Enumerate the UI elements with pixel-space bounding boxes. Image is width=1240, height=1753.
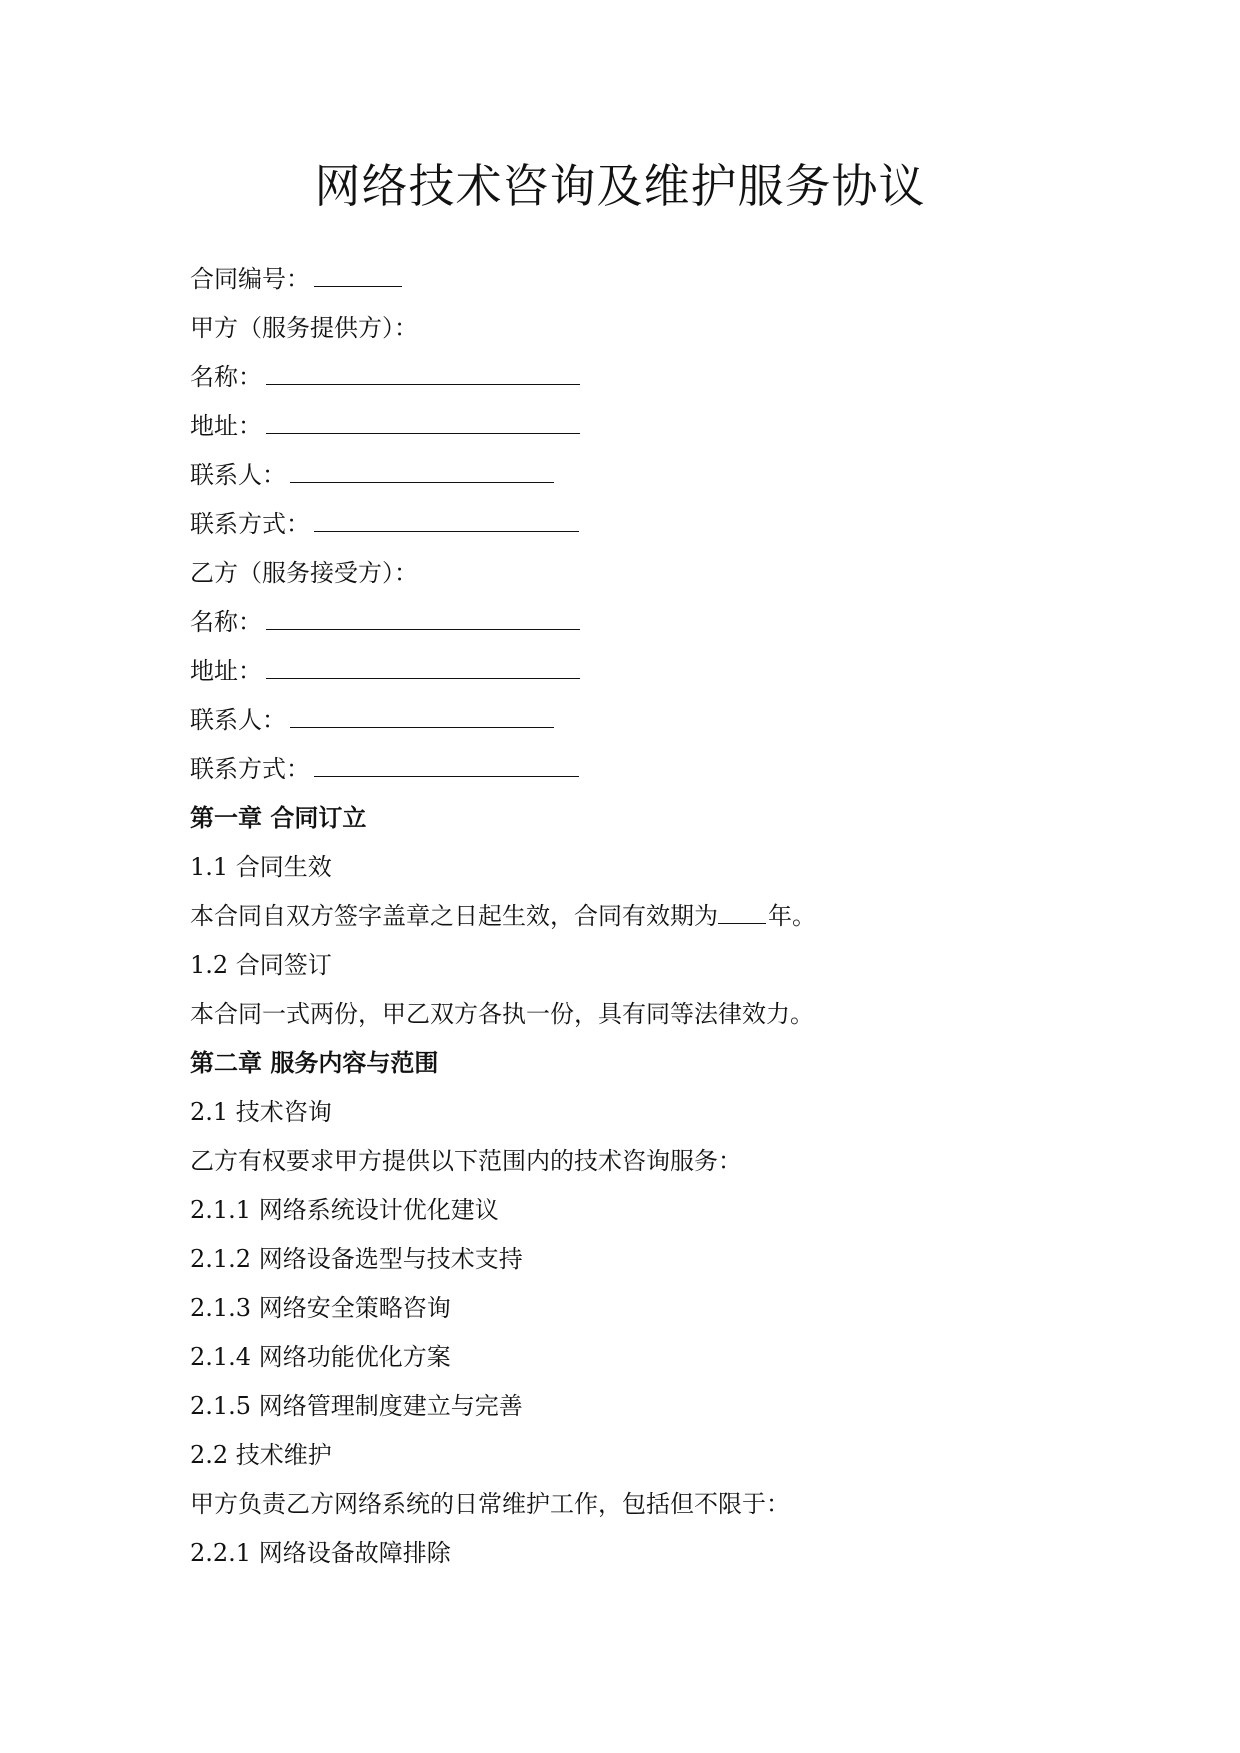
party-b-contact-person-field[interactable] <box>290 703 554 728</box>
party-a-name-field[interactable] <box>266 360 580 385</box>
party-a-address-field[interactable] <box>266 409 580 434</box>
party-a-address-line <box>190 402 1090 451</box>
list-item: 2.1.3 网络安全策略咨询 <box>190 1294 451 1322</box>
party-b-name-line <box>190 598 1090 647</box>
list-item: 2.1.5 网络管理制度建立与完善 <box>190 1392 523 1420</box>
party-a-contact-method-line <box>190 500 1090 549</box>
chapter-1-heading: 第一章 合同订立 <box>190 804 367 832</box>
contract-number-line <box>190 255 1090 304</box>
document-title: 网络技术咨询及维护服务协议 <box>314 159 926 213</box>
party-b-contact-person-label: 联系人： <box>190 706 286 734</box>
party-b-name-field[interactable] <box>266 605 580 630</box>
contract-number-field[interactable] <box>314 262 402 287</box>
list-item: 2.1.2 网络设备选型与技术支持 <box>190 1245 523 1273</box>
party-a-heading: 甲方（服务提供方）： <box>190 314 418 342</box>
party-a-address-label: 地址： <box>190 412 262 440</box>
section-2-1-text: 乙方有权要求甲方提供以下范围内的技术咨询服务： <box>190 1147 742 1175</box>
party-b-contact-method-label: 联系方式： <box>190 755 310 783</box>
section-2-1-title: 2.1 技术咨询 <box>190 1098 332 1126</box>
section-1-1-text-before: 本合同自双方签字盖章之日起生效，合同有效期为 <box>190 902 718 930</box>
list-item: 2.2.1 网络设备故障排除 <box>190 1539 451 1567</box>
section-2-2-title: 2.2 技术维护 <box>190 1441 332 1469</box>
party-b-contact-method-field[interactable] <box>314 752 579 777</box>
party-b-address-line <box>190 647 1090 696</box>
section-1-1-text <box>190 892 1090 941</box>
section-2-2-text: 甲方负责乙方网络系统的日常维护工作，包括但不限于： <box>190 1490 790 1518</box>
chapter-2-heading: 第二章 服务内容与范围 <box>190 1049 439 1077</box>
party-b-contact-method-line <box>190 745 1090 794</box>
validity-years-field[interactable] <box>718 899 766 924</box>
contract-number-label: 合同编号： <box>190 265 310 293</box>
party-a-name-line <box>190 353 1090 402</box>
party-b-heading: 乙方（服务接受方）： <box>190 559 418 587</box>
section-1-1-title: 1.1 合同生效 <box>190 853 332 881</box>
party-a-contact-person-field[interactable] <box>290 458 554 483</box>
party-b-contact-person-line <box>190 696 1090 745</box>
list-item: 2.1.4 网络功能优化方案 <box>190 1343 451 1371</box>
section-1-1-text-after: 年。 <box>768 902 816 930</box>
section-1-2-title: 1.2 合同签订 <box>190 951 332 979</box>
party-a-contact-method-label: 联系方式： <box>190 510 310 538</box>
party-b-address-field[interactable] <box>266 654 580 679</box>
party-a-contact-person-label: 联系人： <box>190 461 286 489</box>
section-1-2-text: 本合同一式两份，甲乙双方各执一份，具有同等法律效力。 <box>190 1000 814 1028</box>
document-body <box>190 255 1090 1578</box>
list-item: 2.1.1 网络系统设计优化建议 <box>190 1196 499 1224</box>
party-a-contact-person-line <box>190 451 1090 500</box>
party-a-name-label: 名称： <box>190 363 262 391</box>
party-a-contact-method-field[interactable] <box>314 507 579 532</box>
party-b-name-label: 名称： <box>190 608 262 636</box>
party-b-address-label: 地址： <box>190 657 262 685</box>
